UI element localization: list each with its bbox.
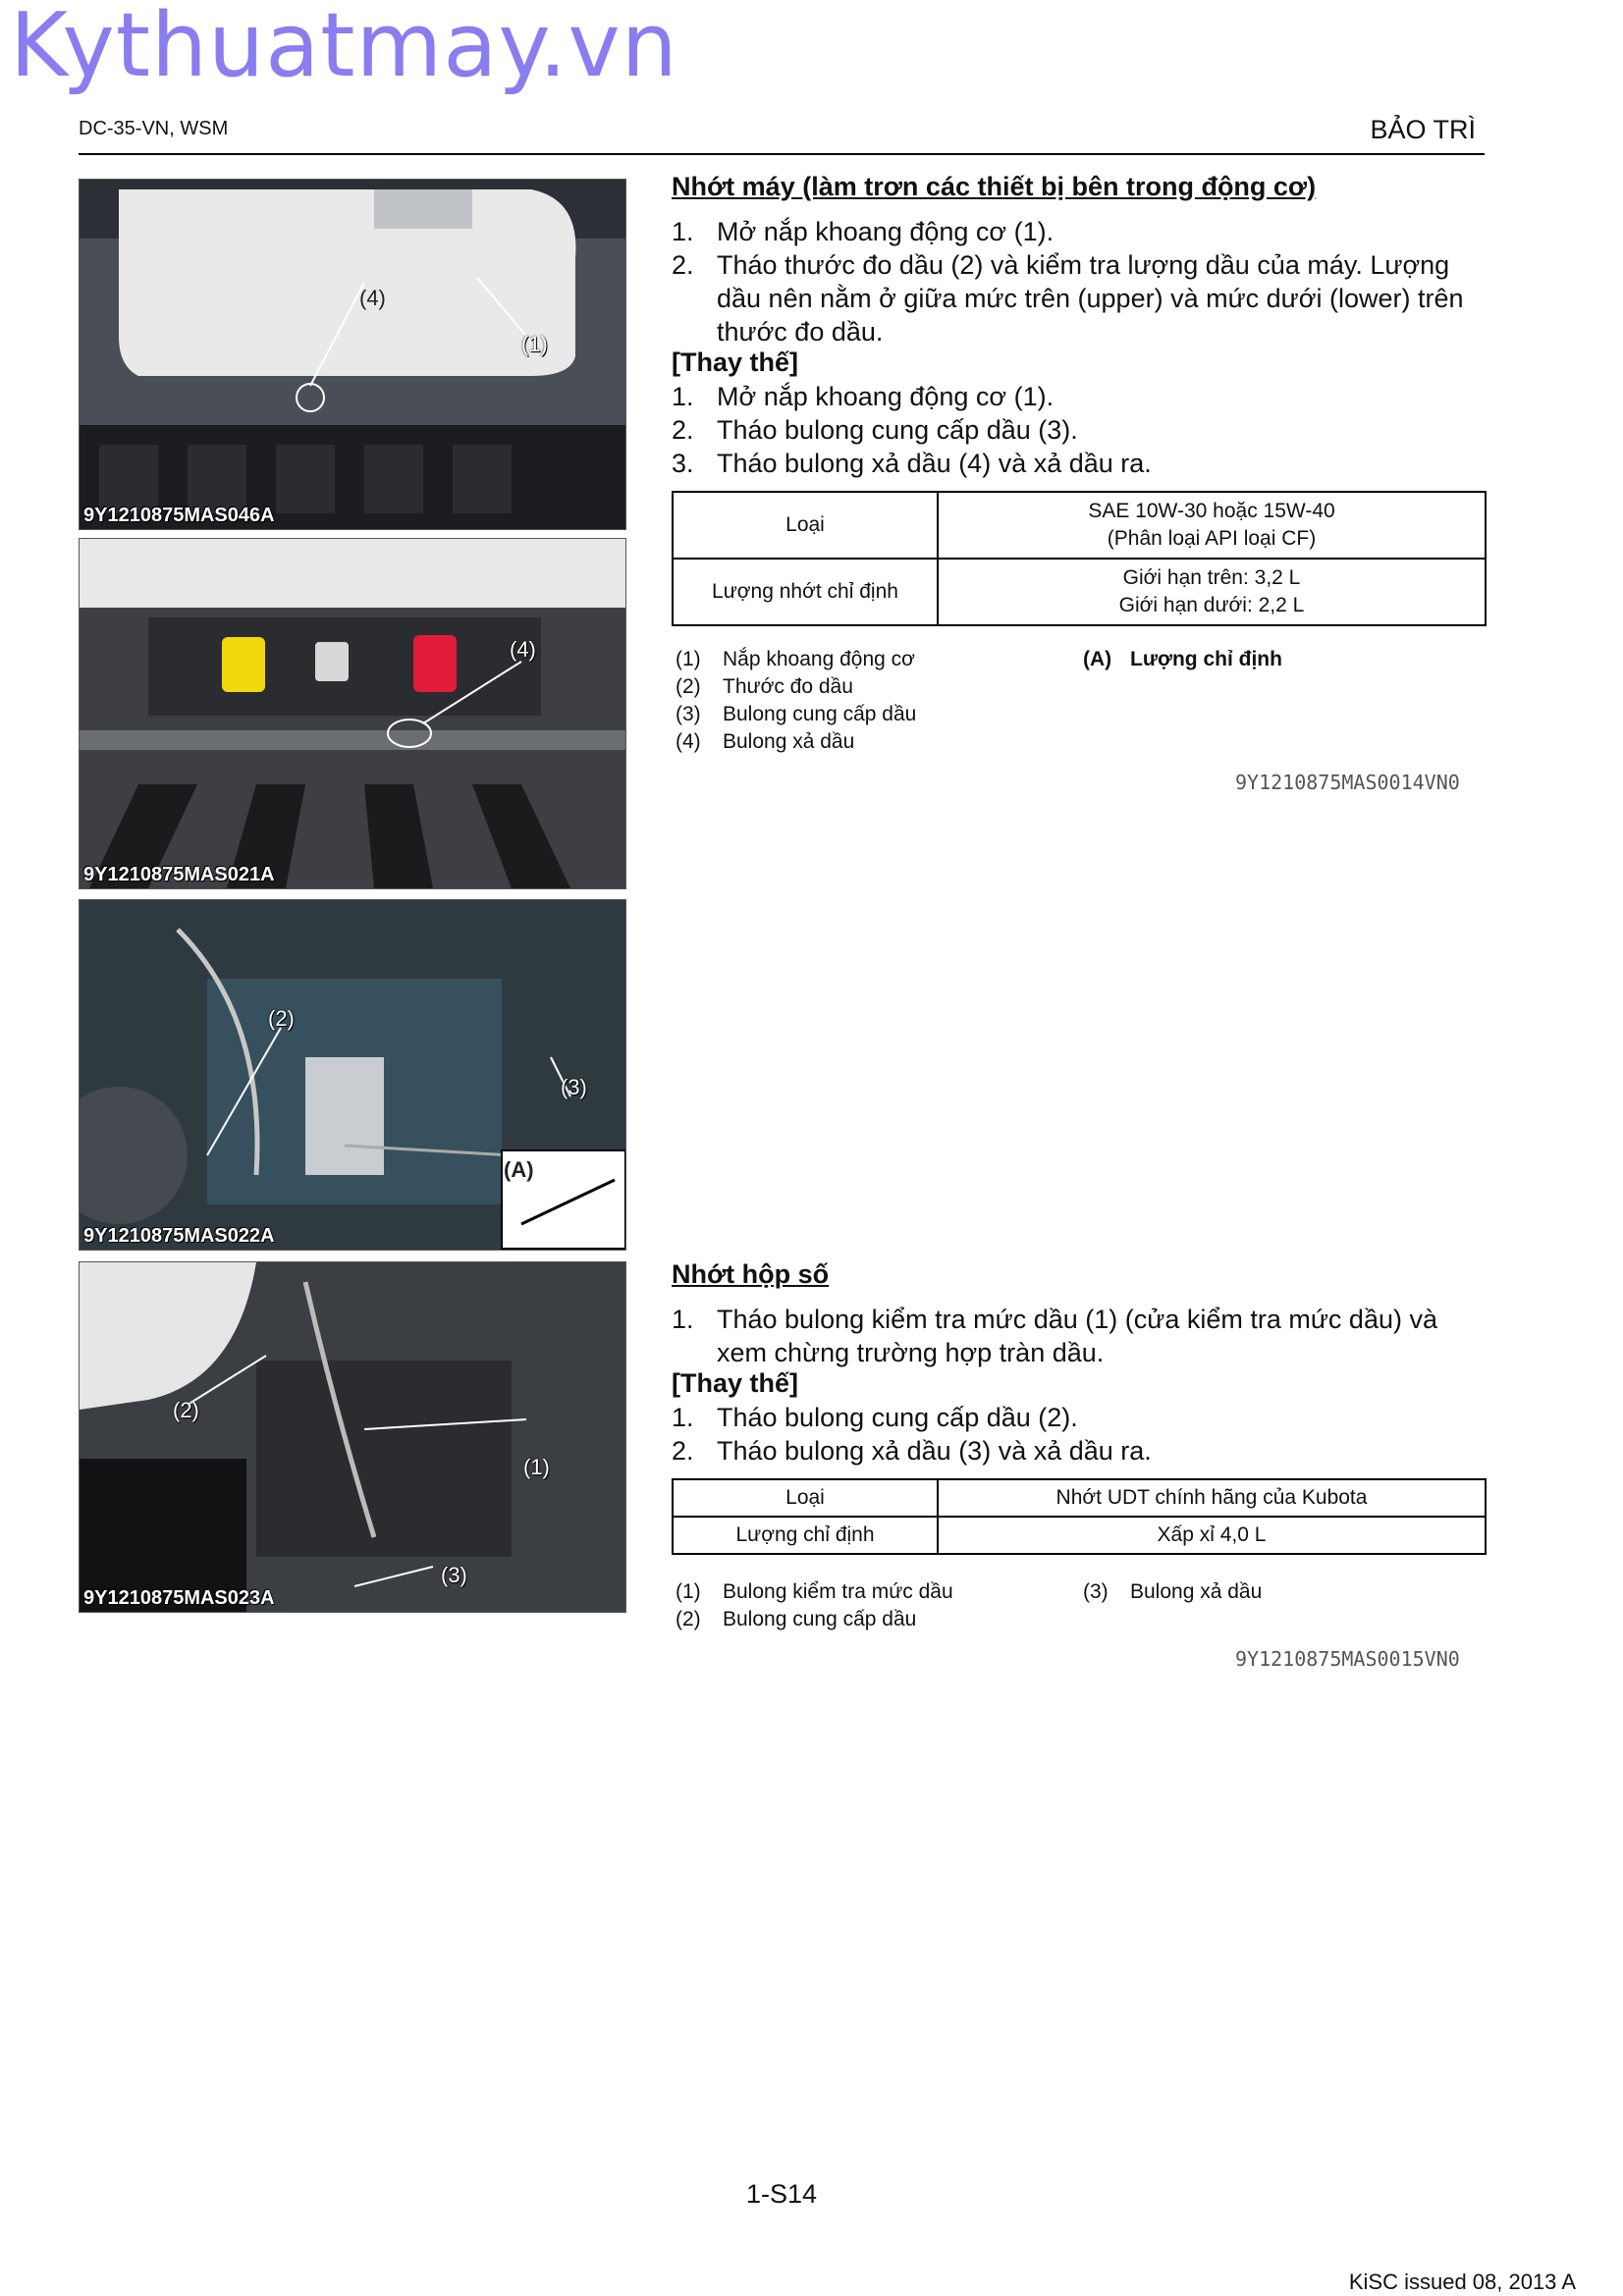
step-text: Tháo bulong cung cấp dầu (2). [717, 1403, 1078, 1432]
legend-item: (1) Bulong kiểm tra mức dầu [676, 1580, 953, 1603]
table-value-line: Giới hạn dưới: 2,2 L [1118, 594, 1305, 616]
photo-indicator-panel-illustration [80, 539, 625, 888]
photo-transmission [79, 1261, 626, 1613]
step-text: Mở nắp khoang động cơ (1). [717, 217, 1055, 246]
legend-item: (2) Thước đo dầu [676, 675, 853, 698]
table-value-line: SAE 10W-30 hoặc 15W-40 [1088, 500, 1335, 522]
legend-item: (3) Bulong cung cấp dầu [676, 703, 917, 725]
callout-2: (2) [268, 1006, 295, 1031]
table-cell-label: Lượng nhớt chỉ định [673, 559, 938, 625]
reference-code: 9Y1210875MAS0015VN0 [1235, 1647, 1460, 1671]
step-number: 2. [672, 250, 694, 280]
callout-3: (3) [441, 1563, 467, 1587]
table-value-line: (Phân loại API loại CF) [1107, 527, 1317, 550]
photo-caption: 9Y1210875MAS022A [83, 1225, 275, 1247]
engine-oil-spec-table [672, 491, 1487, 626]
table-row [673, 1479, 1486, 1517]
watermark-logo: Kythuatmay.vn [10, 0, 678, 97]
header-divider [79, 153, 1485, 155]
photo-engine-dipstick-illustration [80, 900, 625, 1250]
step-item [672, 1303, 1487, 1369]
legend-left [676, 646, 916, 756]
step-number: 1. [672, 1305, 694, 1334]
table-cell-label: Lượng chỉ định [673, 1517, 938, 1554]
step-text: Tháo thước đo dầu (2) và kiểm tra lượng dầu của máy. Lượng dầu nên nằm ở giữa mức trên (upper) và mức dưới (lower) trên thước đo dầu. [717, 250, 1464, 347]
table-cell-value [938, 559, 1486, 625]
step-text: Tháo bulong kiểm tra mức dầu (1) (cửa kiểm tra mức dầu) và xem chừng trường hợp tràn dầu. [717, 1305, 1437, 1367]
legend-item: (4) Bulong xả dầu [676, 730, 855, 753]
header-section: BẢO TRÌ [1370, 115, 1476, 144]
photo-caption: 9Y1210875MAS021A [83, 864, 275, 885]
callout-A: (A) [504, 1157, 534, 1182]
step-item [672, 413, 1487, 447]
callout-1: (1) [521, 332, 548, 356]
callout-2: (2) [173, 1398, 199, 1422]
table-row [673, 1517, 1486, 1554]
step-item [672, 1401, 1487, 1434]
section-title-transmission-oil: Nhớt hộp số [672, 1259, 830, 1289]
table-cell-label: Loại [673, 492, 938, 559]
callout-4: (4) [359, 286, 386, 310]
table-value-line: Giới hạn trên: 3,2 L [1122, 566, 1301, 589]
replace-title: [Thay thế] [672, 1368, 799, 1398]
table-cell-label: Loại [673, 1479, 938, 1517]
header-doc-code: DC-35-VN, WSM [79, 118, 229, 139]
legend-right [1083, 1578, 1262, 1606]
step-item [672, 248, 1487, 348]
step-item [672, 380, 1487, 413]
legend-item: (2) Bulong cung cấp dầu [676, 1608, 917, 1630]
step-number: 1. [672, 382, 694, 411]
step-number: 3. [672, 449, 694, 478]
table-cell-value: Nhớt UDT chính hãng của Kubota [938, 1479, 1486, 1517]
legend-left [676, 1578, 953, 1633]
photo-caption: 9Y1210875MAS023A [83, 1587, 275, 1609]
step-item [672, 447, 1487, 480]
step-text: Tháo bulong xả dầu (3) và xả dầu ra. [717, 1436, 1152, 1466]
table-row [673, 492, 1486, 559]
page-number: 1-S14 [746, 2179, 818, 2209]
step-text: Mở nắp khoang động cơ (1). [717, 382, 1055, 411]
table-cell-value: Xấp xỉ 4,0 L [938, 1517, 1486, 1554]
replace-title: [Thay thế] [672, 347, 799, 377]
step-number: 1. [672, 217, 694, 246]
table-cell-value [938, 492, 1486, 559]
table-row [673, 559, 1486, 625]
step-number: 2. [672, 415, 694, 445]
step-item [672, 215, 1487, 248]
legend-item: (3) Bulong xả dầu [1083, 1580, 1263, 1603]
photo-indicator-panel [79, 538, 626, 889]
photo-caption: 9Y1210875MAS046A [83, 505, 275, 526]
callout-3: (3) [561, 1075, 587, 1099]
step-text: Tháo bulong xả dầu (4) và xả dầu ra. [717, 449, 1152, 478]
photo-transmission-illustration [80, 1262, 625, 1612]
step-text: Tháo bulong cung cấp dầu (3). [717, 415, 1078, 445]
photo-engine-dipstick [79, 899, 626, 1251]
callout-1: (1) [523, 1455, 550, 1479]
legend-item: (1) Nắp khoang động cơ [676, 648, 915, 670]
step-number: 1. [672, 1403, 694, 1432]
reference-code: 9Y1210875MAS0014VN0 [1235, 771, 1460, 794]
callout-4: (4) [510, 637, 536, 662]
section-title-engine-oil: Nhớt máy (làm trơn các thiết bị bên trong động cơ) [672, 172, 1317, 201]
photo-engine-cover [79, 179, 626, 530]
transmission-oil-spec-table [672, 1478, 1487, 1555]
step-number: 2. [672, 1436, 694, 1466]
step-item [672, 1434, 1487, 1468]
legend-right [1083, 646, 1282, 673]
legend-item: (A) Lượng chỉ định [1083, 648, 1282, 670]
issue-info: KiSC issued 08, 2013 A [1348, 2269, 1576, 2294]
